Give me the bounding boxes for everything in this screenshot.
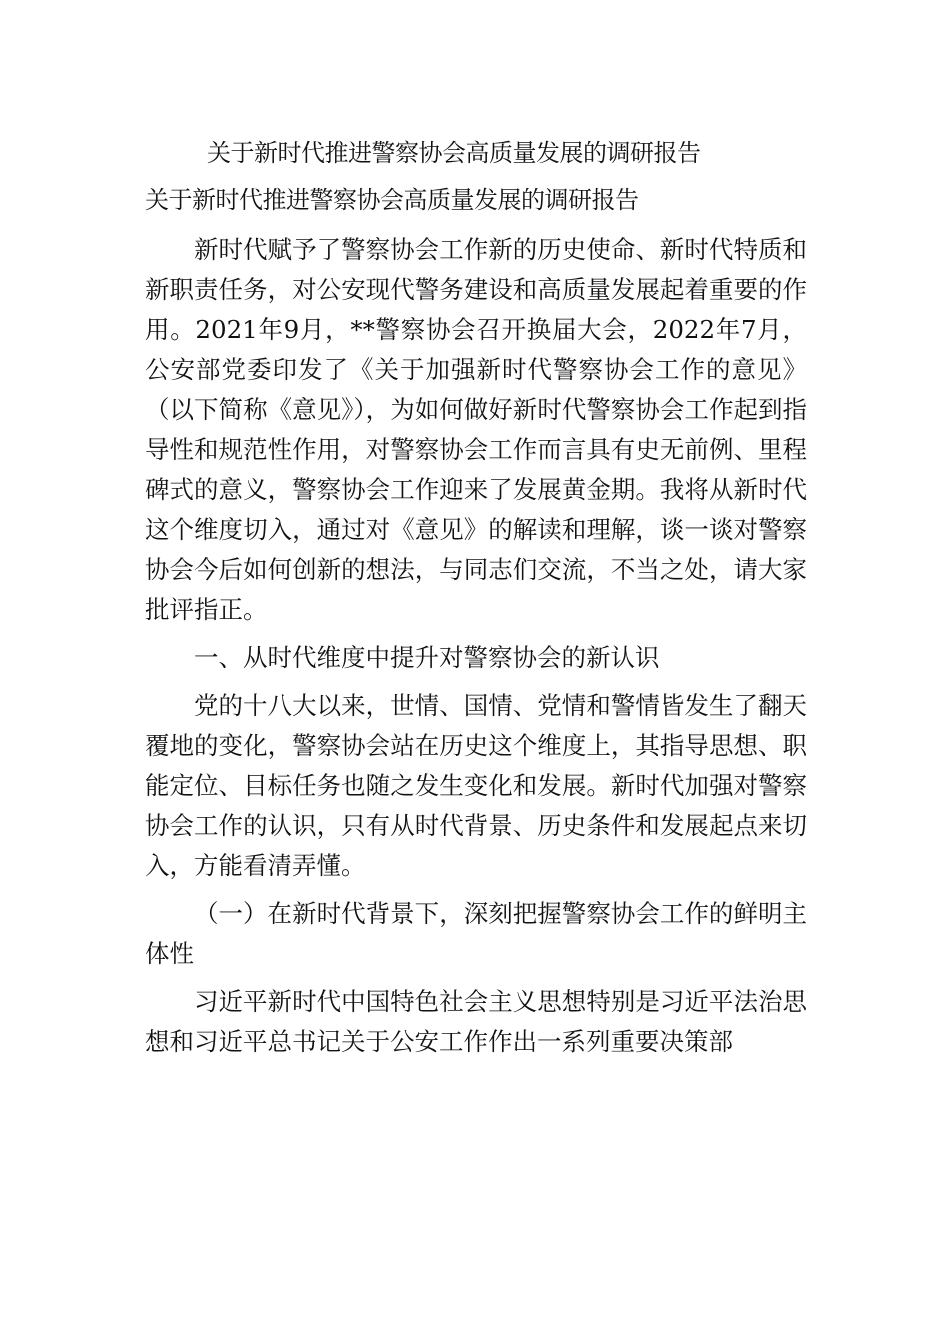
subsection-paragraph-1: 习近平新时代中国特色社会主义思想特别是习近平法治思想和习近平总书记关于公安工作作出一系列重要决策部 [145, 987, 807, 1056]
section-heading-1: 一、从时代维度中提升对警察协会的新认识 [194, 643, 660, 672]
intro-paragraph: 新时代赋予了警察协会工作新的历史使命、新时代特质和新职责任务，对公安现代警务建设和高质量发展起着重要的作用。2021年9月，**警察协会召开换届大会，2022年7月，公安部党委印发了《关于加强新时代警察协会工作的意见》（以下简称《意见》），为如何做好新时代警察协会工作起到指导性和规范性作用，对警察协会工作而言具有史无前例、里程碑式的意义，警察协会工作迎来了发展黄金期。我将从新时代这个维度切入，通过对《意见》的解读和理解，谈一谈对警察协会今后如何创新的想法，与同志们交流，不当之处，请大家批评指正。 [145, 235, 807, 624]
document-body [145, 230, 807, 1062]
section-paragraph-1: 党的十八大以来，世情、国情、党情和警情皆发生了翻天覆地的变化，警察协会站在历史这个维度上，其指导思想、职能定位、目标任务也随之发生变化和发展。新时代加强对警察协会工作的认识，只有从时代背景、历史条件和发展起点来切入，方能看清弄懂。 [145, 691, 807, 880]
document-title: 关于新时代推进警察协会高质量发展的调研报告 [207, 139, 701, 167]
document-subtitle: 关于新时代推进警察协会高质量发展的调研报告 [145, 186, 639, 214]
subsection-heading-1: （一）在新时代背景下，深刻把握警察协会工作的鲜明主体性 [145, 899, 807, 968]
